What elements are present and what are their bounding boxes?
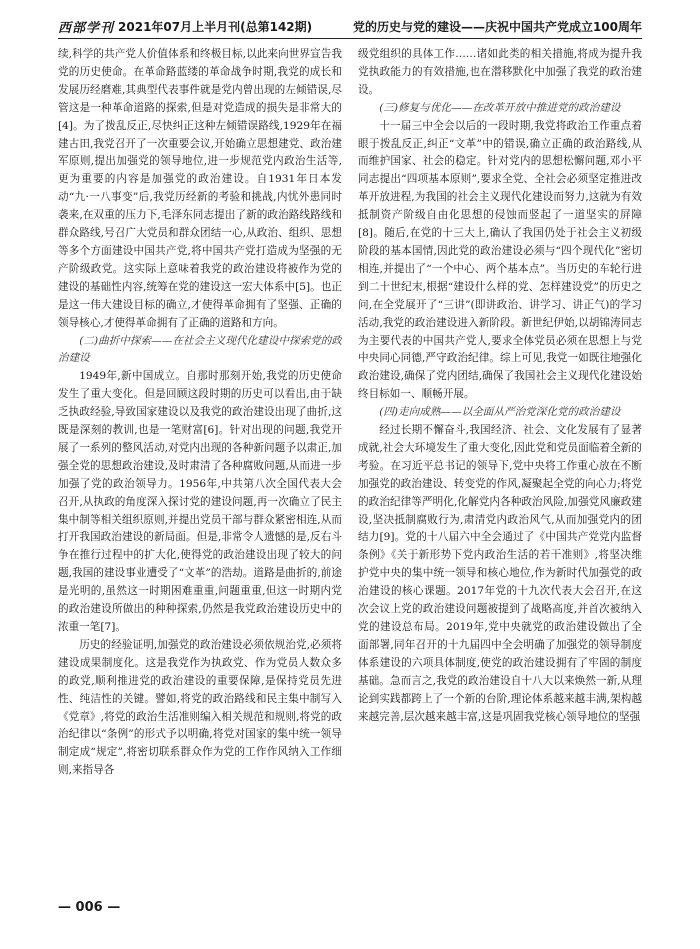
page-number: — 006 — [58,900,121,915]
paragraph: 续,科学的共产党人价值体系和终极目标,以此来向世界宣告我党的历史使命。在革命路蓝缕的革命战争时期,我党的成长和发展历经磨难,其典型代表事件就是党内曾出现的左倾错误,尽管这是一种革命道路的探索,但是对党造成的损失是非常大的[4]。为了拨乱反正,尽快纠正这种左倾错误路线,1929年在福建古田,我党召开了一次重要会议,开始确立思想建党、政治建军原则,提出加强党的领导地位,进一步规范党内政治生活等,更为重要的内容是加强党的政治建设。自1931年日本发动“九·一八事变”后,我党历经新的考验和挑战,内忧外患同时袭来,在双重的压力下,毛泽东同志提出了新的政治路线路线和群众路线,号召广大党员和群众团结一心,从政治、组织、思想等多个方面建设中国共产党,将中国共产党打造成为坚强的无产阶级政党。这实际上意味着我党的政治建设将被作为党的建设的基础性内容,统筹在党的建设这一宏大体系中[5]。也正是这一伟大建设目标的确立,才使得革命拥有了坚强、正确的领导核心,才使得革命拥有了正确的道路和方向。 [58,48,342,329]
left-column [58,46,342,894]
header-left [58,17,312,36]
section-heading: (四)走向成熟——以全面从严治党深化党的政治建设 [379,406,621,419]
section-heading: (二)曲折中探索——在社会主义现代化建设中探索党的政治建设 [58,334,342,365]
paragraph: 十一届三中全会以后的一段时期,我党将政治工作重点着眼于拨乱反正,纠正“文革”中的错误,确立正确的政治路线,从而维护国家、社会的稳定。针对党内的思想松懈问题,邓小平同志提出“四项基本原则”,要求全党、全社会必须坚定推进改革开放进程,为我国的社会主义现代化建设而努力,这就为有效抵制资产阶级自由化思想的侵蚀而竖起了一道坚实的屏障[8]。随后,在党的十三大上,确认了我国仍处于社会主义初级阶段的基本国情,因此党的政治建设必须与“四个现代化”密切相连,并提出了“一个中心、两个基本点”。当历史的车轮行进到二十世纪末,根据“建设什么样的党、怎样建设党”的历史之问,在全党展开了“三讲”(即讲政治、讲学习、讲正气)的学习活动,我党的政治建设进入新阶段。新世纪伊始,以胡锦涛同志为主要代表的中国共产党人,要求全体党员必须在思想上与党中央同心同德,严守政治纪律。综上可见,我党一如既往地强化政治建设,确保了党内团结,确保了我国社会主义现代化建设始终目标如一、顺畅开展。 [358,119,642,401]
issue-info: 2021年07月上半月刊(总第142期) [118,19,313,34]
right-column [358,46,642,894]
journal-logo: 西部学刊 [58,20,115,36]
paragraph: 级党组织的具体工作……诸如此类的相关措施,将成为提升我党执政能力的有效措施,也在潜移默化中加强了我党的政治建设。 [358,48,642,96]
paragraph: 历史的经验证明,加强党的政治建设必须依规治党,必须将建设成果制度化。这是我党作为执政党、作为党员人数众多的政党,顺利推进党的政治建设的重要保障,是保持党员先进性、纯洁性的关键。譬如,将党的政治路线和民主集中制写入《党章》,将党的政治生活准则编入相关规范和规则,将党的政治纪律以“条例”的形式予以明确,将党对国家的集中统一领导制定成“规定”,将密切联系群众作为党的工作作风纳入工作细则,来指导各 [58,638,342,777]
section-heading: (三)修复与优化——在改革开放中推进党的政治建设 [379,101,621,114]
paragraph: 经过长期不懈奋斗,我国经济、社会、文化发展有了显著成就,社会大环境发生了重大变化,因此党和党员面临着全新的考验。在习近平总书记的领导下,党中央将工作重心放在不断加强党的政治建设、转变党的作风,凝聚起全党的向心力;将党的政治纪律等严明化,化解党内各种政治风险,加强党风廉政建设,坚决抵制腐败行为,肃清党内政治风气,从而加强党内的团结力[9]。党的十八届六中全会通过了《中国共产党党内监督条例》《关于新形势下党内政治生活的若干准则》,将坚决维护党中央的集中统一领导和核心地位,作为新时代加强党的政治建设的核心课题。2017年党的十九次代表大会召开,在这次会议上党的政治建设问题被提到了战略高度,并首次被纳入党的建设总布局。2019年,党中央就党的政治建设做出了全面部署,同年召开的十九届四中全会明确了加强党的领导制度体系建设的六项具体制度,使党的政治建设拥有了牢固的制度基础。急而言之,我党的政治建设自十八大以来焕然一新,从理论到实践都跨上了一个新的台阶,理论体系越来越丰满,架构越来越完善,层次越来越丰富,这是巩固我党核心领导地位的坚强 [358,424,642,723]
paragraph: 1949年,新中国成立。自那时那刻开始,我党的历史使命发生了重大变化。但是回顾这段时期的历史可以看出,由于缺乏执政经验,导致国家建设以及我党的政治建设出现了曲折,这既是深刻的教训,也是一笔财富[6]。针对出现的问题,我党开展了一系列的整风活动,对党内出现的各种新问题予以肃正,加强全党的思想政治建设,及时肃清了各种腐败问题,从而进一步加强了党的政治领导力。1956年,中共第八次全国代表大会召开,从执政的角度深入探讨党的建设问题,再一次确立了民主集中制等相关组织原则,并提出党员干部与群众紧密相连,从而打开我国政治建设的新局面。但是,非常令人遗憾的是,反右斗争在推行过程中的扩大化,使得党的政治建设出现了较大的问题,我国的建设事业遭受了“文革”的浩劫。道路是曲折的,前途是光明的,虽然这一时期困难重重,问题重重,但这一时期内党的政治建设所做出的种种探索,仍然是我党政治建设历史中的浓重一笔[7]。 [58,370,342,633]
column-title: 党的历史与党的建设——庆祝中国共产党成立100周年 [352,19,642,34]
running-header [58,14,642,39]
